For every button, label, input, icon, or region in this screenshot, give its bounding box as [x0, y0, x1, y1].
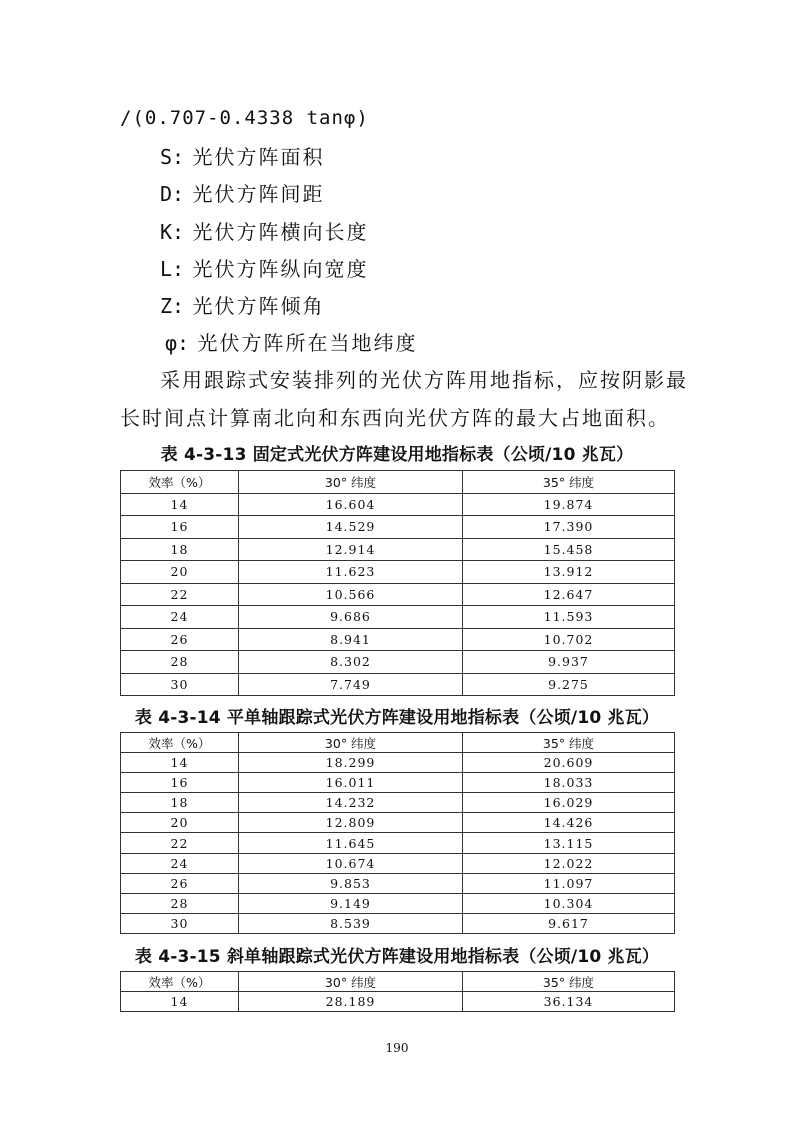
lat-35-cell: 11.593	[463, 606, 675, 629]
definition-s	[160, 145, 324, 169]
lat-30-cell: 9.686	[239, 606, 463, 629]
efficiency-cell: 14	[121, 753, 239, 773]
definition-symbol: L:	[160, 257, 185, 281]
lat-35-cell: 12.022	[463, 853, 675, 873]
table-row	[121, 773, 675, 793]
table-row	[121, 673, 675, 696]
lat-35-cell: 15.458	[463, 538, 675, 561]
efficiency-cell: 26	[121, 873, 239, 893]
lat-35-cell: 19.874	[463, 493, 675, 516]
lat-30-cell: 10.674	[239, 853, 463, 873]
lat-35-cell: 9.617	[463, 913, 675, 933]
definition-symbol: S:	[160, 145, 185, 169]
definition-symbol: φ:	[165, 331, 190, 355]
paragraph-line-1: 采用跟踪式安装排列的光伏方阵用地指标，应按阴影最	[160, 368, 688, 392]
lat-30-cell: 8.539	[239, 913, 463, 933]
table-caption: 表 4-3-14 平单轴跟踪式光伏方阵建设用地指标表（公顷/10 兆瓦）	[134, 708, 660, 728]
lat-35-cell: 16.029	[463, 793, 675, 813]
table-row	[121, 583, 675, 606]
lat-30-cell: 16.604	[239, 493, 463, 516]
efficiency-cell: 16	[121, 516, 239, 539]
table-row	[121, 893, 675, 913]
lat-30-cell: 28.189	[239, 992, 463, 1012]
table-row	[121, 493, 675, 516]
definition-d	[160, 182, 324, 206]
definition-text: 光伏方阵横向长度	[192, 220, 369, 244]
definition-text: 光伏方阵纵向宽度	[192, 257, 369, 281]
column-header: 30° 纬度	[239, 972, 463, 992]
lat-35-cell: 36.134	[463, 992, 675, 1012]
column-header: 30° 纬度	[239, 471, 463, 494]
efficiency-cell: 16	[121, 773, 239, 793]
table-row	[121, 606, 675, 629]
definition-symbol: D:	[160, 182, 185, 206]
lat-30-cell: 8.302	[239, 651, 463, 674]
lat-30-cell: 8.941	[239, 628, 463, 651]
table-row	[121, 992, 675, 1012]
efficiency-cell: 28	[121, 651, 239, 674]
lat-35-cell: 17.390	[463, 516, 675, 539]
column-header: 35° 纬度	[463, 733, 675, 753]
table-row	[121, 813, 675, 833]
lat-35-cell: 10.304	[463, 893, 675, 913]
lat-35-cell: 9.275	[463, 673, 675, 696]
table-row	[121, 628, 675, 651]
column-header: 效率（%）	[121, 471, 239, 494]
table-header-row	[121, 733, 675, 753]
definition-z	[160, 294, 324, 318]
lat-30-cell: 14.529	[239, 516, 463, 539]
lat-30-cell: 12.809	[239, 813, 463, 833]
lat-30-cell: 12.914	[239, 538, 463, 561]
lat-35-cell: 12.647	[463, 583, 675, 606]
table-header-row	[121, 972, 675, 992]
definition-symbol: K:	[160, 220, 185, 244]
lat-30-cell: 9.853	[239, 873, 463, 893]
table-caption: 表 4-3-13 固定式光伏方阵建设用地指标表（公顷/10 兆瓦）	[160, 445, 634, 465]
efficiency-cell: 22	[121, 583, 239, 606]
lat-30-cell: 18.299	[239, 753, 463, 773]
column-header: 30° 纬度	[239, 733, 463, 753]
lat-30-cell: 16.011	[239, 773, 463, 793]
definition-symbol: Z:	[160, 294, 185, 318]
efficiency-cell: 18	[121, 538, 239, 561]
efficiency-cell: 30	[121, 673, 239, 696]
efficiency-cell: 18	[121, 793, 239, 813]
definition-k	[160, 220, 368, 244]
efficiency-cell: 14	[121, 992, 239, 1012]
efficiency-cell: 24	[121, 853, 239, 873]
column-header: 效率（%）	[121, 972, 239, 992]
land-index-table-inclined-single-axis	[120, 971, 675, 1012]
lat-35-cell: 13.912	[463, 561, 675, 584]
table-row	[121, 753, 675, 773]
column-header: 35° 纬度	[463, 471, 675, 494]
efficiency-cell: 22	[121, 833, 239, 853]
column-header: 效率（%）	[121, 733, 239, 753]
page-number: 190	[385, 1041, 409, 1055]
paragraph-line-2: 长时间点计算南北向和东西向光伏方阵的最大占地面积。	[120, 406, 670, 430]
lat-35-cell: 13.115	[463, 833, 675, 853]
lat-35-cell: 20.609	[463, 753, 675, 773]
lat-35-cell: 10.702	[463, 628, 675, 651]
efficiency-cell: 20	[121, 813, 239, 833]
table-row	[121, 833, 675, 853]
land-index-table-fixed	[120, 470, 675, 696]
efficiency-cell: 20	[121, 561, 239, 584]
efficiency-cell: 26	[121, 628, 239, 651]
lat-30-cell: 10.566	[239, 583, 463, 606]
efficiency-cell: 30	[121, 913, 239, 933]
lat-30-cell: 11.645	[239, 833, 463, 853]
formula-continuation: /(0.707-0.4338 tanφ)	[120, 107, 369, 129]
lat-35-cell: 18.033	[463, 773, 675, 793]
table-row	[121, 853, 675, 873]
column-header: 35° 纬度	[463, 972, 675, 992]
table-row	[121, 793, 675, 813]
definition-l	[160, 257, 368, 281]
definition-text: 光伏方阵面积	[192, 145, 325, 169]
table-row	[121, 516, 675, 539]
table-header-row	[121, 471, 675, 494]
definition-text: 光伏方阵间距	[192, 182, 325, 206]
lat-30-cell: 14.232	[239, 793, 463, 813]
lat-35-cell: 9.937	[463, 651, 675, 674]
table-row	[121, 651, 675, 674]
efficiency-cell: 24	[121, 606, 239, 629]
definition-text: 光伏方阵所在当地纬度	[197, 331, 418, 355]
lat-30-cell: 7.749	[239, 673, 463, 696]
definition-text: 光伏方阵倾角	[192, 294, 325, 318]
land-index-table-horizontal-single-axis	[120, 732, 675, 934]
table-row	[121, 538, 675, 561]
lat-35-cell: 11.097	[463, 873, 675, 893]
table-caption: 表 4-3-15 斜单轴跟踪式光伏方阵建设用地指标表（公顷/10 兆瓦）	[134, 947, 660, 967]
table-row	[121, 913, 675, 933]
lat-30-cell: 9.149	[239, 893, 463, 913]
table-row	[121, 561, 675, 584]
efficiency-cell: 28	[121, 893, 239, 913]
lat-30-cell: 11.623	[239, 561, 463, 584]
efficiency-cell: 14	[121, 493, 239, 516]
table-row	[121, 873, 675, 893]
definition-phi	[165, 331, 417, 355]
lat-35-cell: 14.426	[463, 813, 675, 833]
